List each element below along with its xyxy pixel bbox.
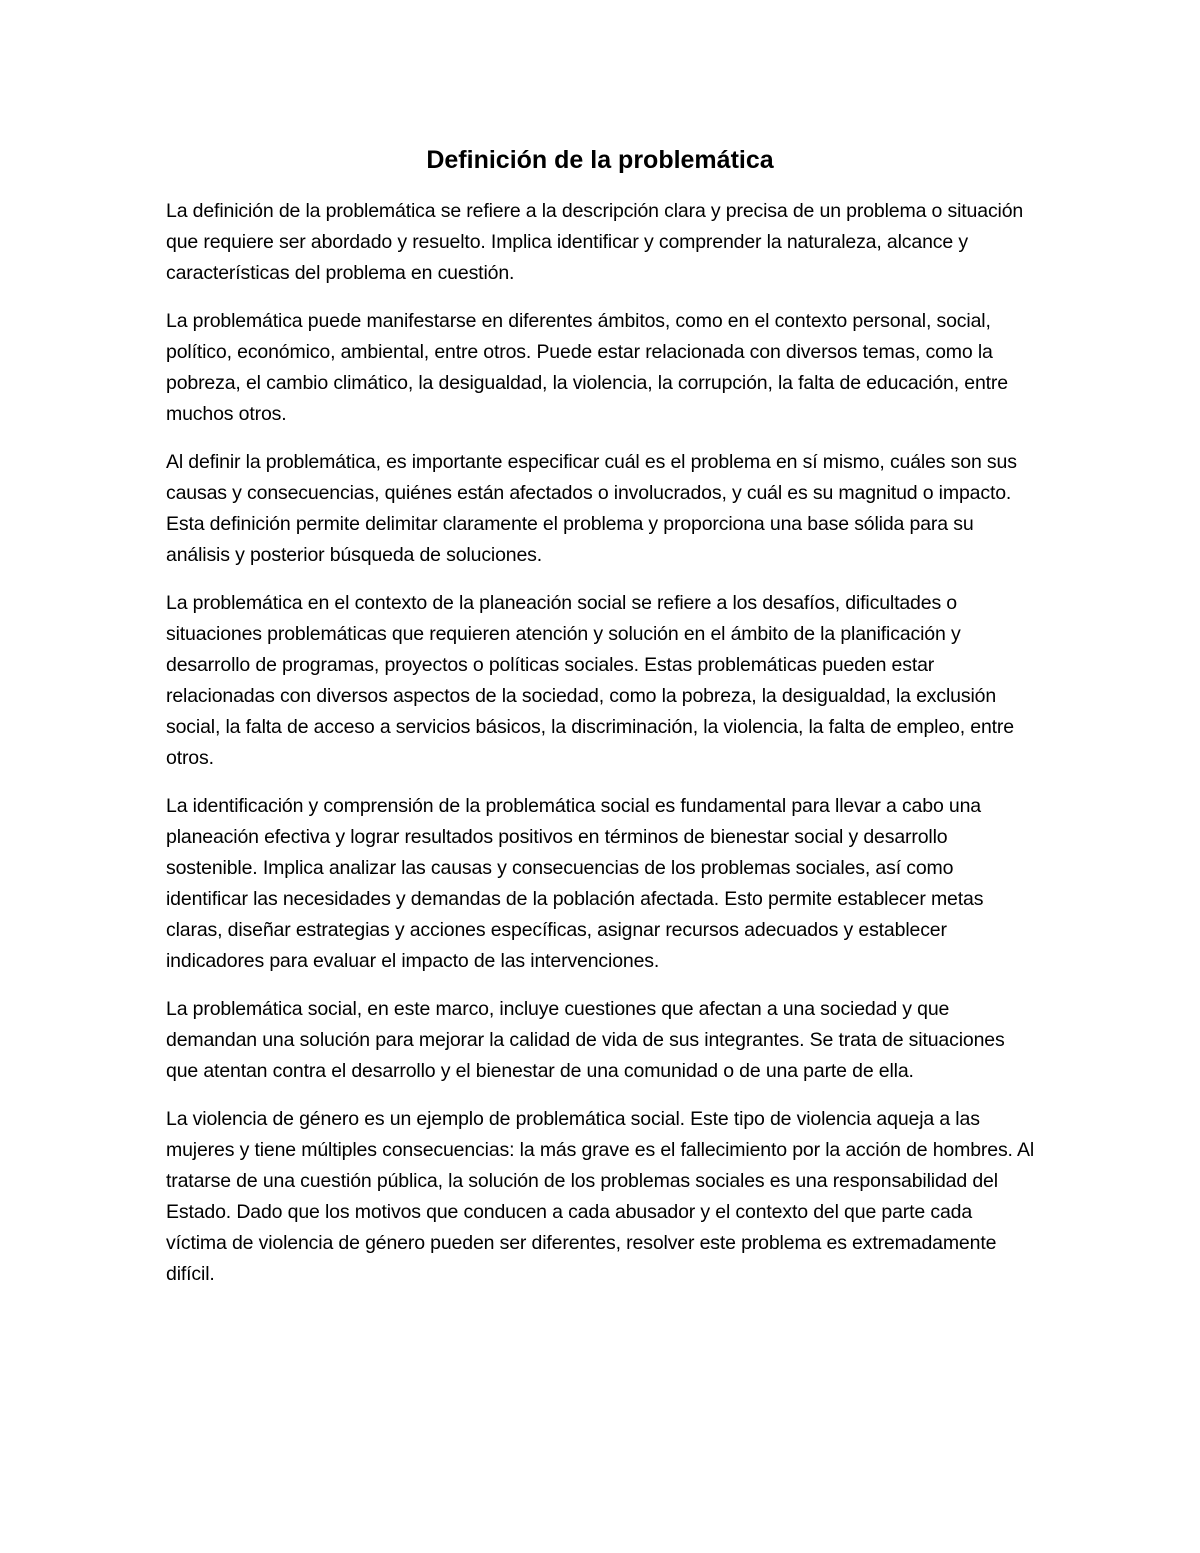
document-title: Definición de la problemática: [426, 146, 774, 174]
paragraph-4: La problemática en el contexto de la planeación social se refiere a los desafíos, dificultades o situaciones problemáticas que requieren atención y solución en el ámbito de la planificación y desarrollo de programas, proyectos o políticas sociales. Estas problemáticas pueden estar relacionadas con diversos aspectos de la sociedad, como la pobreza, la desigualdad, la exclusión social, la falta de acceso a servicios básicos, la discriminación, la violencia, la falta de empleo, entre otros.: [166, 592, 1014, 769]
document-body: [166, 196, 1038, 1307]
paragraph-5: La identificación y comprensión de la problemática social es fundamental para llevar a cabo una planeación efectiva y lograr resultados positivos en términos de bienestar social y desarrollo sostenible. Implica analizar las causas y consecuencias de los problemas sociales, así como identificar las necesidades y demandas de la población afectada. Esto permite establecer metas claras, diseñar estrategias y acciones específicas, asignar recursos adecuados y establecer indicadores para evaluar el impacto de las intervenciones.: [166, 795, 984, 972]
paragraph-1: La definición de la problemática se refiere a la descripción clara y precisa de un problema o situación que requiere ser abordado y resuelto. Implica identificar y comprender la naturaleza, alcance y características del problema en cuestión.: [166, 200, 1024, 284]
paragraph-7: La violencia de género es un ejemplo de problemática social. Este tipo de violencia aqueja a las mujeres y tiene múltiples consecuencias: la más grave es el fallecimiento por la acción de hombres. Al tratarse de una cuestión pública, la solución de los problemas sociales es una responsabilidad del Estado. Dado que los motivos que conducen a cada abusador y el contexto del que parte cada víctima de violencia de género pueden ser diferentes, resolver este problema es extremadamente difícil.: [166, 1108, 1035, 1285]
paragraph-3: Al definir la problemática, es importante especificar cuál es el problema en sí mismo, cuáles son sus causas y consecuencias, quiénes están afectados o involucrados, y cuál es su magnitud o impacto. Esta definición permite delimitar claramente el problema y proporciona una base sólida para su análisis y posterior búsqueda de soluciones.: [166, 451, 1017, 566]
paragraph-6: La problemática social, en este marco, incluye cuestiones que afectan a una sociedad y que demandan una solución para mejorar la calidad de vida de sus integrantes. Se trata de situaciones que atentan contra el desarrollo y el bienestar de una comunidad o de una parte de ella.: [166, 998, 1005, 1082]
paragraph-2: La problemática puede manifestarse en diferentes ámbitos, como en el contexto personal, social, político, económico, ambiental, entre otros. Puede estar relacionada con diversos temas, como la pobreza, el cambio climático, la desigualdad, la violencia, la corrupción, la falta de educación, entre muchos otros.: [166, 310, 1008, 425]
